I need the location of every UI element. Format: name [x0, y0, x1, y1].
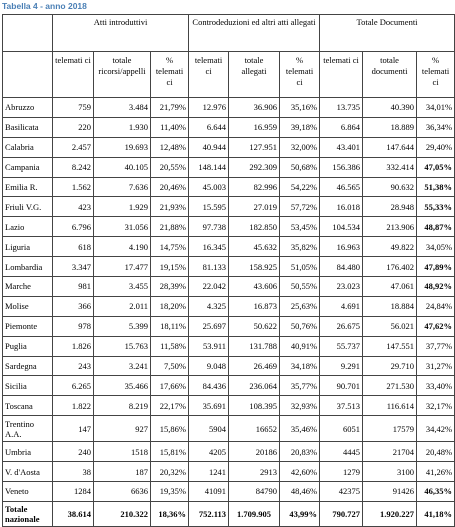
value-cell: 21,79% [151, 98, 189, 118]
region-cell: Liguria [3, 237, 53, 257]
value-cell: 981 [53, 277, 94, 297]
table-row [3, 117, 455, 137]
value-cell: 39,18% [280, 117, 320, 137]
value-cell: 42,60% [280, 462, 320, 482]
table-row [3, 157, 455, 177]
column-header: telemati ci [320, 52, 363, 98]
value-cell: 4.691 [320, 296, 363, 316]
value-cell: 4.190 [94, 237, 151, 257]
value-cell: 759 [53, 98, 94, 118]
table-row [3, 482, 455, 502]
value-cell: 37,77% [417, 336, 455, 356]
value-cell: 21704 [363, 442, 417, 462]
value-cell: 187 [94, 462, 151, 482]
value-cell: 55,33% [417, 197, 455, 217]
group-header-row [3, 15, 455, 52]
column-header: telemati ci [189, 52, 229, 98]
value-cell: 47.061 [363, 277, 417, 297]
group-header: Atti introduttivi [53, 15, 189, 52]
value-cell: 46.565 [320, 177, 363, 197]
value-cell: 40.944 [189, 137, 229, 157]
value-cell: 423 [53, 197, 94, 217]
value-cell: 23.023 [320, 277, 363, 297]
column-header: totale documenti [363, 52, 417, 98]
value-cell: 32,93% [280, 396, 320, 416]
region-cell: Marche [3, 277, 53, 297]
value-cell: 6636 [94, 482, 151, 502]
value-cell: 3.241 [94, 356, 151, 376]
value-cell: 25,63% [280, 296, 320, 316]
value-cell: 19,35% [151, 482, 189, 502]
value-cell: 14,75% [151, 237, 189, 257]
value-cell: 48,46% [280, 482, 320, 502]
value-cell: 53,45% [280, 217, 320, 237]
value-cell: 1284 [53, 482, 94, 502]
column-header: % telemati ci [417, 52, 455, 98]
value-cell: 20,55% [151, 157, 189, 177]
region-cell: Lombardia [3, 257, 53, 277]
value-cell: 158.925 [229, 257, 280, 277]
value-cell: 40.390 [363, 98, 417, 118]
column-header: % telemati ci [151, 52, 189, 98]
value-cell: 978 [53, 316, 94, 336]
value-cell: 12.976 [189, 98, 229, 118]
table-body [3, 98, 455, 527]
value-cell: 240 [53, 442, 94, 462]
value-cell: 15,81% [151, 442, 189, 462]
value-cell: 3100 [363, 462, 417, 482]
group-header: Totale Documenti [320, 15, 455, 52]
value-cell: 4.325 [189, 296, 229, 316]
table-row [3, 98, 455, 118]
value-cell: 3.347 [53, 257, 94, 277]
value-cell: 11,40% [151, 117, 189, 137]
corner-cell [3, 52, 53, 98]
value-cell: 43.606 [229, 277, 280, 297]
value-cell: 45.003 [189, 177, 229, 197]
value-cell: 1.826 [53, 336, 94, 356]
value-cell: 1.562 [53, 177, 94, 197]
total-value-cell: 18,36% [151, 501, 189, 526]
region-cell: Lazio [3, 217, 53, 237]
value-cell: 18.884 [363, 296, 417, 316]
table-row [3, 376, 455, 396]
value-cell: 50.622 [229, 316, 280, 336]
value-cell: 36.906 [229, 98, 280, 118]
table-caption: Tabella 4 - anno 2018 [2, 1, 87, 11]
value-cell: 11,58% [151, 336, 189, 356]
value-cell: 55.737 [320, 336, 363, 356]
value-cell: 16.018 [320, 197, 363, 217]
table-row [3, 197, 455, 217]
value-cell: 176.402 [363, 257, 417, 277]
region-cell: V. d'Aosta [3, 462, 53, 482]
value-cell: 32,00% [280, 137, 320, 157]
value-cell: 90.632 [363, 177, 417, 197]
value-cell: 84790 [229, 482, 280, 502]
value-cell: 8.219 [94, 396, 151, 416]
value-cell: 20186 [229, 442, 280, 462]
value-cell: 5.399 [94, 316, 151, 336]
table-row [3, 442, 455, 462]
value-cell: 41091 [189, 482, 229, 502]
value-cell: 26.469 [229, 356, 280, 376]
total-label: Totale nazionale [3, 501, 53, 526]
value-cell: 40,91% [280, 336, 320, 356]
value-cell: 20,46% [151, 177, 189, 197]
value-cell: 148.144 [189, 157, 229, 177]
table-row [3, 177, 455, 197]
value-cell: 213.906 [363, 217, 417, 237]
value-cell: 16.345 [189, 237, 229, 257]
value-cell: 182.850 [229, 217, 280, 237]
table-row [3, 356, 455, 376]
value-cell: 48,87% [417, 217, 455, 237]
value-cell: 29.710 [363, 356, 417, 376]
value-cell: 16652 [229, 416, 280, 442]
table-row [3, 396, 455, 416]
region-cell: Veneto [3, 482, 53, 502]
group-header: Controdeduzioni ed altri atti allegati [189, 15, 320, 52]
value-cell: 43.401 [320, 137, 363, 157]
table-row [3, 462, 455, 482]
value-cell: 37.513 [320, 396, 363, 416]
region-cell: Calabria [3, 137, 53, 157]
value-cell: 18.889 [363, 117, 417, 137]
value-cell: 1.930 [94, 117, 151, 137]
value-cell: 20,83% [280, 442, 320, 462]
value-cell: 84.436 [189, 376, 229, 396]
value-cell: 332.414 [363, 157, 417, 177]
value-cell: 28.948 [363, 197, 417, 217]
value-cell: 34,05% [417, 237, 455, 257]
table-row [3, 257, 455, 277]
value-cell: 32,17% [417, 396, 455, 416]
value-cell: 38 [53, 462, 94, 482]
table-row [3, 217, 455, 237]
value-cell: 366 [53, 296, 94, 316]
value-cell: 53.911 [189, 336, 229, 356]
value-cell: 51,38% [417, 177, 455, 197]
value-cell: 29,40% [417, 137, 455, 157]
total-value-cell: 790.727 [320, 501, 363, 526]
table-row [3, 336, 455, 356]
value-cell: 17,66% [151, 376, 189, 396]
column-header-row [3, 52, 455, 98]
value-cell: 127.951 [229, 137, 280, 157]
value-cell: 1518 [94, 442, 151, 462]
value-cell: 25.697 [189, 316, 229, 336]
value-cell: 1279 [320, 462, 363, 482]
value-cell: 35,16% [280, 98, 320, 118]
value-cell: 45.632 [229, 237, 280, 257]
value-cell: 19.693 [94, 137, 151, 157]
value-cell: 35.691 [189, 396, 229, 416]
value-cell: 41,26% [417, 462, 455, 482]
value-cell: 27.019 [229, 197, 280, 217]
table-row [3, 416, 455, 442]
value-cell: 16.873 [229, 296, 280, 316]
region-cell: Trentino A.A. [3, 416, 53, 442]
value-cell: 20,32% [151, 462, 189, 482]
value-cell: 51,05% [280, 257, 320, 277]
statistics-table [2, 14, 455, 527]
value-cell: 36,34% [417, 117, 455, 137]
value-cell: 2.457 [53, 137, 94, 157]
total-value-cell: 1.709.905 [229, 501, 280, 526]
table-row [3, 296, 455, 316]
total-value-cell: 43,99% [280, 501, 320, 526]
region-cell: Piemonte [3, 316, 53, 336]
value-cell: 131.788 [229, 336, 280, 356]
value-cell: 147 [53, 416, 94, 442]
value-cell: 81.133 [189, 257, 229, 277]
value-cell: 7,50% [151, 356, 189, 376]
table-row [3, 137, 455, 157]
value-cell: 50,76% [280, 316, 320, 336]
value-cell: 156.386 [320, 157, 363, 177]
value-cell: 28,39% [151, 277, 189, 297]
region-cell: Puglia [3, 336, 53, 356]
value-cell: 47,89% [417, 257, 455, 277]
value-cell: 82.996 [229, 177, 280, 197]
value-cell: 54,22% [280, 177, 320, 197]
value-cell: 49.822 [363, 237, 417, 257]
value-cell: 47,05% [417, 157, 455, 177]
column-header: totale ricorsi/appelli [94, 52, 151, 98]
value-cell: 220 [53, 117, 94, 137]
value-cell: 34,42% [417, 416, 455, 442]
value-cell: 243 [53, 356, 94, 376]
value-cell: 2.011 [94, 296, 151, 316]
value-cell: 50,68% [280, 157, 320, 177]
value-cell: 21,93% [151, 197, 189, 217]
value-cell: 618 [53, 237, 94, 257]
value-cell: 19,15% [151, 257, 189, 277]
value-cell: 9.291 [320, 356, 363, 376]
value-cell: 17.477 [94, 257, 151, 277]
column-header: telemati ci [53, 52, 94, 98]
value-cell: 8.242 [53, 157, 94, 177]
value-cell: 927 [94, 416, 151, 442]
value-cell: 16.963 [320, 237, 363, 257]
value-cell: 31.056 [94, 217, 151, 237]
table-row [3, 237, 455, 257]
value-cell: 2913 [229, 462, 280, 482]
value-cell: 31,27% [417, 356, 455, 376]
value-cell: 18,20% [151, 296, 189, 316]
total-value-cell: 752.113 [189, 501, 229, 526]
value-cell: 292.309 [229, 157, 280, 177]
value-cell: 6.644 [189, 117, 229, 137]
value-cell: 15.595 [189, 197, 229, 217]
table-row [3, 277, 455, 297]
value-cell: 35.466 [94, 376, 151, 396]
value-cell: 56.021 [363, 316, 417, 336]
value-cell: 90.701 [320, 376, 363, 396]
value-cell: 22,17% [151, 396, 189, 416]
value-cell: 47,62% [417, 316, 455, 336]
value-cell: 3.484 [94, 98, 151, 118]
value-cell: 35,82% [280, 237, 320, 257]
region-cell: Umbria [3, 442, 53, 462]
value-cell: 17579 [363, 416, 417, 442]
value-cell: 5904 [189, 416, 229, 442]
value-cell: 22.042 [189, 277, 229, 297]
region-cell: Abruzzo [3, 98, 53, 118]
value-cell: 116.614 [363, 396, 417, 416]
value-cell: 50,55% [280, 277, 320, 297]
value-cell: 9.048 [189, 356, 229, 376]
value-cell: 147.644 [363, 137, 417, 157]
value-cell: 33,40% [417, 376, 455, 396]
value-cell: 147.551 [363, 336, 417, 356]
region-cell: Molise [3, 296, 53, 316]
region-cell: Sardegna [3, 356, 53, 376]
value-cell: 42375 [320, 482, 363, 502]
value-cell: 104.534 [320, 217, 363, 237]
value-cell: 271.530 [363, 376, 417, 396]
total-value-cell: 38.614 [53, 501, 94, 526]
value-cell: 1.929 [94, 197, 151, 217]
region-cell: Friuli V.G. [3, 197, 53, 217]
value-cell: 57,72% [280, 197, 320, 217]
region-cell: Campania [3, 157, 53, 177]
value-cell: 6.796 [53, 217, 94, 237]
value-cell: 15,86% [151, 416, 189, 442]
value-cell: 34,18% [280, 356, 320, 376]
value-cell: 7.636 [94, 177, 151, 197]
total-value-cell: 1.920.227 [363, 501, 417, 526]
value-cell: 84.480 [320, 257, 363, 277]
value-cell: 3.455 [94, 277, 151, 297]
value-cell: 24,84% [417, 296, 455, 316]
value-cell: 18,11% [151, 316, 189, 336]
region-cell: Basilicata [3, 117, 53, 137]
value-cell: 91426 [363, 482, 417, 502]
value-cell: 12,48% [151, 137, 189, 157]
region-cell: Emilia R. [3, 177, 53, 197]
value-cell: 35,46% [280, 416, 320, 442]
value-cell: 236.064 [229, 376, 280, 396]
value-cell: 1.822 [53, 396, 94, 416]
value-cell: 6051 [320, 416, 363, 442]
column-header: % telemati ci [280, 52, 320, 98]
value-cell: 35,77% [280, 376, 320, 396]
value-cell: 48,92% [417, 277, 455, 297]
region-cell: Sicilia [3, 376, 53, 396]
value-cell: 97.738 [189, 217, 229, 237]
value-cell: 13.735 [320, 98, 363, 118]
total-value-cell: 41,18% [417, 501, 455, 526]
total-row [3, 501, 455, 526]
value-cell: 20,48% [417, 442, 455, 462]
value-cell: 40.105 [94, 157, 151, 177]
value-cell: 4445 [320, 442, 363, 462]
total-value-cell: 210.322 [94, 501, 151, 526]
table-row [3, 316, 455, 336]
value-cell: 26.675 [320, 316, 363, 336]
column-header: totale allegati [229, 52, 280, 98]
value-cell: 16.959 [229, 117, 280, 137]
value-cell: 34,01% [417, 98, 455, 118]
corner-cell [3, 15, 53, 52]
value-cell: 21,88% [151, 217, 189, 237]
value-cell: 1241 [189, 462, 229, 482]
value-cell: 6.265 [53, 376, 94, 396]
region-cell: Toscana [3, 396, 53, 416]
value-cell: 15.763 [94, 336, 151, 356]
value-cell: 108.395 [229, 396, 280, 416]
value-cell: 4205 [189, 442, 229, 462]
value-cell: 46,35% [417, 482, 455, 502]
value-cell: 6.864 [320, 117, 363, 137]
